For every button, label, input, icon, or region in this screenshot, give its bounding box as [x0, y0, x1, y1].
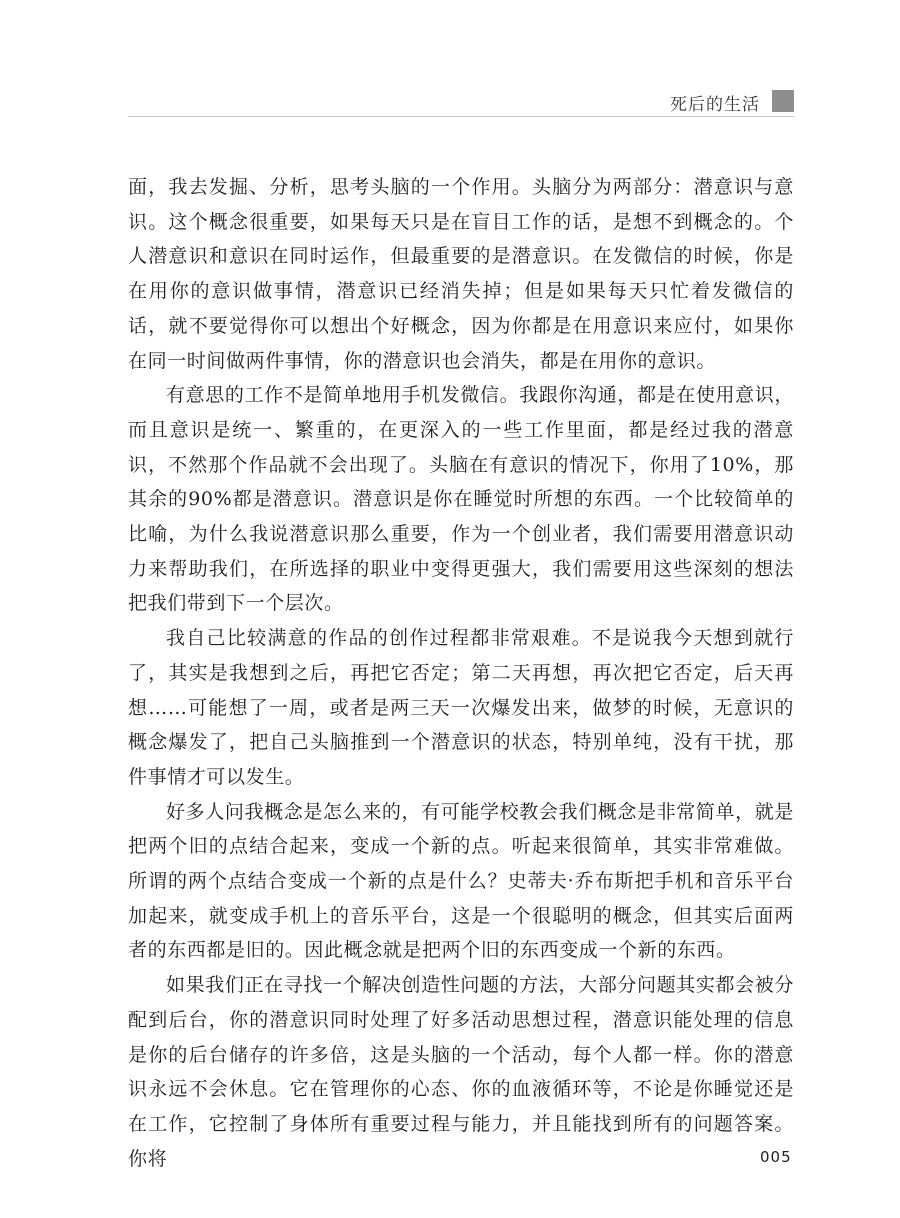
paragraph: 有意思的工作不是简单地用手机发微信。我跟你沟通，都是在使用意识，而且意识是统一、繁重的，在更深入的一些工作里面，都是经过我的潜意识，不然那个作品就不会出现了。头脑在有意识的情况下，你用了10%，那其余的90%都是潜意识。潜意识是你在睡觉时所想的东西。一个比较简单的比喻，为什么我说潜意识那么重要，作为一个创业者，我们需要用潜意识动力来帮助我们，在所选择的职业中变得更强大，我们需要用这些深刻的想法把我们带到下一个层次。	[128, 384, 794, 615]
paragraph: 我自己比较满意的作品的创作过程都非常艰难。不是说我今天想到就行了，其实是我想到之后，再把它否定；第二天再想，再次把它否定，后天再想……可能想了一周，或者是两三天一次爆发出来，做梦的时候，无意识的概念爆发了，把自己头脑推到一个潜意识的状态，特别单纯，没有干扰，那件事情才可以发生。	[128, 627, 794, 788]
running-header-title: 死后的生活	[670, 95, 760, 115]
page-number: 005	[760, 1148, 792, 1166]
body-text	[128, 170, 794, 1176]
running-header	[128, 86, 794, 117]
header-gray-block	[772, 90, 794, 112]
paragraph: 如果我们正在寻找一个解决创造性问题的方法，大部分问题其实都会被分配到后台，你的潜意识同时处理了好多活动思想过程，潜意识能处理的信息是你的后台储存的许多倍，这是头脑的一个活动，每个人都一样。你的潜意识永远不会休息。它在管理你的心态、你的血液循环等，不论是你睡觉还是在工作，它控制了身体所有重要过程与能力，并且能找到所有的问题答案。你将	[128, 974, 794, 1170]
paragraph: 好多人问我概念是怎么来的，有可能学校教会我们概念是非常简单，就是把两个旧的点结合起来，变成一个新的点。听起来很简单，其实非常难做。所谓的两个点结合变成一个新的点是什么？史蒂夫·乔布斯把手机和音乐平台加起来，就变成手机上的音乐平台，这是一个很聪明的概念，但其实后面两者的东西都是旧的。因此概念就是把两个旧的东西变成一个新的东西。	[128, 800, 794, 962]
paragraph-continuation: 面，我去发掘、分析，思考头脑的一个作用。头脑分为两部分：潜意识与意识。这个概念很重要，如果每天只是在盲目工作的话，是想不到概念的。个人潜意识和意识在同时运作，但最重要的是潜意识。在发微信的时候，你是在用你的意识做事情，潜意识已经消失掉；但是如果每天只忙着发微信的话，就不要觉得你可以想出个好概念，因为你都是在用意识来应付，如果你在同一时间做两件事情，你的潜意识也会消失，都是在用你的意识。	[128, 176, 794, 372]
